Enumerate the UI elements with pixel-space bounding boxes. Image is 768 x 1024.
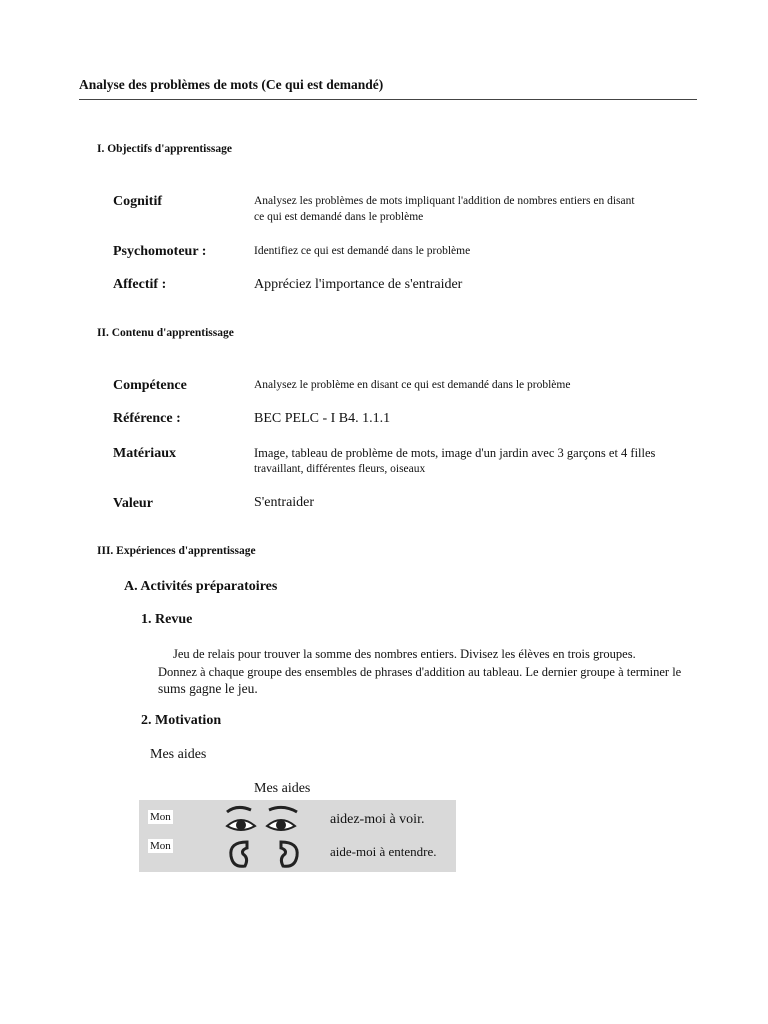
cognitif-label: Cognitif: [113, 194, 162, 209]
picture-row-1-text: aidez-moi à voir.: [330, 812, 425, 827]
affectif-value: Appréciez l'importance de s'entraider: [254, 277, 463, 292]
competence-value: Analysez le problème en disant ce qui est demandé dans le problème: [254, 379, 571, 391]
revue-heading: 1. Revue: [141, 612, 193, 627]
revue-line-2: Donnez à chaque groupe des ensembles de phrases d'addition au tableau. Le dernier groupe à terminer le: [158, 665, 682, 679]
eyes-icon: [223, 804, 303, 838]
competence-label: Compétence: [113, 378, 187, 393]
cognitif-line-1: Analysez les problèmes de mots impliquant l'addition de nombres entiers en disant: [254, 195, 635, 207]
motivation-text-2: Mes aides: [254, 781, 311, 796]
section-2-heading: II. Contenu d'apprentissage: [97, 327, 234, 339]
helpers-picture: [139, 800, 456, 872]
materiaux-line-1: Image, tableau de problème de mots, image d'un jardin avec 3 garçons et 4 filles: [254, 446, 656, 460]
psychomoteur-label: Psychomoteur :: [113, 244, 207, 259]
picture-row-1-label: Mon: [150, 811, 171, 823]
materiaux-line-2: travaillant, différentes fleurs, oiseaux: [254, 463, 426, 475]
revue-line-1: Jeu de relais pour trouver la somme des nombres entiers. Divisez les élèves en trois groupes.: [173, 647, 636, 661]
reference-value: BEC PELC - I B4. 1.1.1: [254, 411, 391, 426]
picture-row-2-label: Mon: [150, 840, 171, 852]
affectif-label: Affectif :: [113, 277, 167, 292]
ears-icon: [225, 838, 303, 870]
activites-preparatoires-heading: A. Activités préparatoires: [124, 579, 278, 594]
valeur-value: S'entraider: [254, 495, 315, 510]
cognitif-line-2: ce qui est demandé dans le problème: [254, 211, 424, 223]
motivation-heading: 2. Motivation: [141, 713, 222, 728]
section-3-heading: III. Expériences d'apprentissage: [97, 545, 256, 557]
section-1-heading: I. Objectifs d'apprentissage: [97, 143, 232, 155]
valeur-label: Valeur: [113, 496, 153, 511]
motivation-text-1: Mes aides: [150, 747, 207, 762]
title-divider: [79, 99, 697, 100]
reference-label: Référence :: [113, 411, 181, 426]
page-title: Analyse des problèmes de mots (Ce qui est demandé): [79, 77, 384, 92]
revue-line-3: sums gagne le jeu.: [158, 681, 258, 696]
picture-row-2-text: aide-moi à entendre.: [330, 844, 437, 859]
psychomoteur-value: Identifiez ce qui est demandé dans le problème: [254, 245, 471, 257]
materiaux-label: Matériaux: [113, 446, 176, 461]
